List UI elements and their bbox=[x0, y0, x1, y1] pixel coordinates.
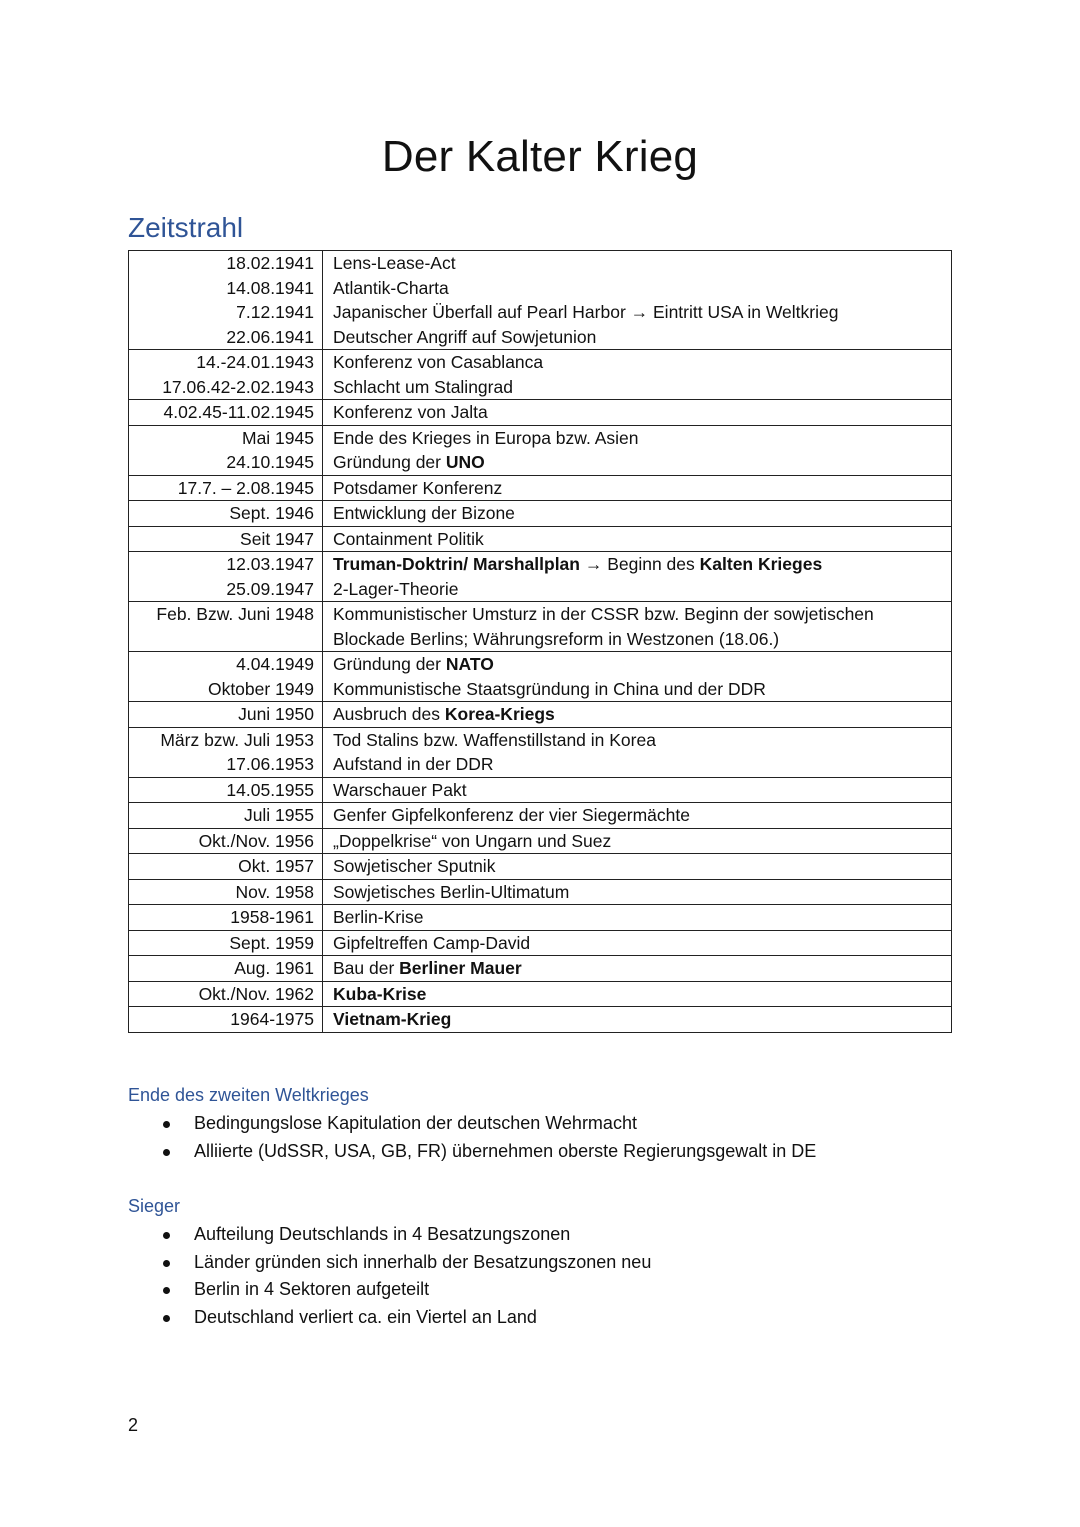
timeline-date-cell bbox=[129, 425, 323, 475]
timeline-date: 7.12.1941 bbox=[236, 302, 314, 322]
event-text: Ende des Krieges in Europa bzw. Asien bbox=[333, 427, 639, 448]
timeline-event-cell bbox=[323, 956, 952, 982]
event-text: 2-Lager-Theorie bbox=[333, 578, 459, 599]
event-text: Konferenz von Casablanca bbox=[333, 352, 544, 372]
timeline-event-cell bbox=[323, 777, 952, 803]
event-text-bold: Kalten Krieges bbox=[699, 554, 823, 574]
section-heading-kriegsende: Ende des zweiten Weltkrieges bbox=[128, 1085, 369, 1105]
timeline-event-cell bbox=[323, 501, 952, 527]
timeline-event-cell bbox=[323, 552, 952, 602]
timeline-event bbox=[333, 276, 943, 301]
event-text: Tod Stalins bzw. Waffenstillstand in Korea bbox=[333, 729, 656, 750]
event-text: Deutscher Angriff auf Sowjetunion bbox=[333, 326, 597, 347]
event-text: Bau der bbox=[333, 958, 400, 978]
event-text: Ausbruch des bbox=[333, 704, 445, 724]
timeline-date: 1964-1975 bbox=[230, 1009, 314, 1029]
section-heading-sieger: Sieger bbox=[128, 1196, 181, 1216]
timeline-event-cell bbox=[323, 1007, 952, 1033]
timeline-event bbox=[333, 880, 943, 905]
timeline-date: 22.06.1941 bbox=[226, 326, 314, 347]
event-text: → Beginn des bbox=[579, 554, 700, 574]
timeline-event bbox=[333, 577, 943, 602]
event-text: Konferenz von Jalta bbox=[333, 402, 488, 422]
event-text-bold: UNO bbox=[445, 452, 485, 472]
timeline-event bbox=[333, 728, 943, 753]
timeline-date: 4.02.45-11.02.1945 bbox=[163, 402, 314, 422]
timeline-heading: Zeitstrahl bbox=[128, 212, 244, 243]
event-text: Warschauer Pakt bbox=[333, 779, 467, 800]
timeline-row bbox=[129, 803, 952, 829]
timeline-event bbox=[333, 677, 943, 702]
timeline-row bbox=[129, 425, 952, 475]
timeline-row bbox=[129, 602, 952, 652]
timeline-event-cell bbox=[323, 930, 952, 956]
timeline-event bbox=[333, 501, 943, 526]
timeline-date: Feb. Bzw. Juni 1948 bbox=[156, 604, 314, 624]
timeline-date: 17.7. – 2.08.1945 bbox=[177, 477, 314, 498]
timeline-row bbox=[129, 777, 952, 803]
timeline-event-cell bbox=[323, 475, 952, 501]
event-text: Entwicklung der Bizone bbox=[333, 503, 515, 523]
list-item: Länder gründen sich innerhalb der Besatzungszonen neu bbox=[160, 1249, 651, 1277]
timeline-event-cell bbox=[323, 702, 952, 728]
timeline-date-cell bbox=[129, 526, 323, 552]
timeline-date-cell bbox=[129, 981, 323, 1007]
timeline-date: Sept. 1946 bbox=[229, 503, 314, 523]
timeline-row bbox=[129, 905, 952, 931]
timeline-row bbox=[129, 251, 952, 350]
timeline-date-cell bbox=[129, 930, 323, 956]
timeline-date-cell bbox=[129, 652, 323, 702]
timeline-event bbox=[333, 527, 943, 552]
timeline-event-cell bbox=[323, 251, 952, 350]
timeline-event-cell bbox=[323, 350, 952, 400]
timeline-date-cell bbox=[129, 879, 323, 905]
event-text: Lens-Lease-Act bbox=[333, 253, 456, 273]
timeline-date: März bzw. Juli 1953 bbox=[160, 729, 314, 750]
bullet-list-sieger bbox=[160, 1221, 651, 1331]
timeline-date: Mai 1945 bbox=[242, 427, 314, 448]
timeline-date-cell bbox=[129, 1007, 323, 1033]
event-text-bold: Korea-Kriegs bbox=[444, 704, 555, 724]
timeline-row bbox=[129, 526, 952, 552]
timeline-row bbox=[129, 1007, 952, 1033]
timeline-date: 17.06.1953 bbox=[226, 754, 314, 774]
event-text: Sowjetischer Sputnik bbox=[333, 856, 496, 876]
timeline-date: Juli 1955 bbox=[243, 805, 314, 825]
timeline-event bbox=[333, 931, 943, 956]
timeline-event bbox=[333, 300, 943, 325]
event-text: Japanischer Überfall auf Pearl Harbor → Eintritt USA in Weltkrieg bbox=[333, 302, 839, 322]
timeline-event bbox=[333, 778, 943, 803]
timeline-event bbox=[333, 251, 943, 276]
timeline-date: Nov. 1958 bbox=[235, 881, 314, 902]
event-text: Kommunistischer Umsturz in der CSSR bzw. Beginn der sowjetischen bbox=[333, 604, 874, 624]
timeline-event-cell bbox=[323, 602, 952, 652]
timeline-date: 4.04.1949 bbox=[236, 654, 314, 674]
timeline-date: Okt./Nov. 1956 bbox=[198, 830, 314, 851]
timeline-event-cell bbox=[323, 905, 952, 931]
timeline-date-cell bbox=[129, 251, 323, 350]
timeline-row bbox=[129, 879, 952, 905]
timeline-event bbox=[333, 982, 943, 1007]
timeline-event-cell bbox=[323, 803, 952, 829]
event-text: Blockade Berlins; Währungsreform in Westzonen (18.06.) bbox=[333, 628, 780, 649]
timeline-table bbox=[128, 250, 952, 1033]
timeline-date: Seit 1947 bbox=[240, 528, 314, 549]
timeline-date-cell bbox=[129, 803, 323, 829]
timeline-date: 25.09.1947 bbox=[226, 578, 314, 599]
event-text: Schlacht um Stalingrad bbox=[333, 376, 513, 397]
timeline-date-cell bbox=[129, 956, 323, 982]
list-item: Berlin in 4 Sektoren aufgeteilt bbox=[160, 1276, 651, 1304]
timeline-date: 14.08.1941 bbox=[226, 277, 314, 298]
timeline-row bbox=[129, 400, 952, 426]
timeline-row bbox=[129, 727, 952, 777]
timeline-event-cell bbox=[323, 727, 952, 777]
timeline-date-cell bbox=[129, 501, 323, 527]
timeline-row bbox=[129, 981, 952, 1007]
timeline-event bbox=[333, 803, 943, 828]
timeline-event bbox=[333, 552, 943, 577]
event-text-bold: Berliner Mauer bbox=[399, 958, 522, 978]
timeline-date-cell bbox=[129, 854, 323, 880]
event-text: Gründung der bbox=[333, 452, 446, 472]
timeline-date: 18.02.1941 bbox=[226, 253, 314, 273]
timeline-event bbox=[333, 905, 943, 930]
timeline-date: 14.05.1955 bbox=[226, 779, 314, 800]
timeline-event bbox=[333, 829, 943, 854]
timeline-event-cell bbox=[323, 879, 952, 905]
event-text: Berlin-Krise bbox=[333, 907, 424, 927]
timeline-date-cell bbox=[129, 552, 323, 602]
timeline-event bbox=[333, 956, 943, 981]
event-text: „Doppelkrise“ von Ungarn und Suez bbox=[333, 830, 612, 851]
timeline-event bbox=[333, 1007, 943, 1032]
timeline-event bbox=[333, 450, 943, 475]
list-item: Bedingungslose Kapitulation der deutschen Wehrmacht bbox=[160, 1110, 816, 1138]
timeline-event-cell bbox=[323, 854, 952, 880]
timeline-row bbox=[129, 552, 952, 602]
event-text: Genfer Gipfelkonferenz der vier Siegermächte bbox=[333, 805, 690, 825]
timeline-date-cell bbox=[129, 350, 323, 400]
page-title: Der Kalter Krieg bbox=[381, 132, 699, 181]
page-number: 2 bbox=[128, 1415, 139, 1435]
timeline-event-cell bbox=[323, 526, 952, 552]
event-text: Kommunistische Staatsgründung in China und der DDR bbox=[333, 678, 766, 699]
timeline-event-cell bbox=[323, 400, 952, 426]
list-item: Deutschland verliert ca. ein Viertel an Land bbox=[160, 1304, 651, 1332]
timeline-date-cell bbox=[129, 400, 323, 426]
timeline-event-cell bbox=[323, 652, 952, 702]
timeline-event bbox=[333, 752, 943, 777]
timeline-date: 1958-1961 bbox=[230, 907, 314, 927]
list-item: Alliierte (UdSSR, USA, GB, FR) übernehmen oberste Regierungsgewalt in DE bbox=[160, 1138, 816, 1166]
timeline-event-cell bbox=[323, 425, 952, 475]
timeline-date-cell bbox=[129, 475, 323, 501]
timeline-date: 14.-24.01.1943 bbox=[196, 352, 314, 372]
timeline-date: Juni 1950 bbox=[238, 704, 314, 724]
event-text-bold: NATO bbox=[445, 654, 494, 674]
timeline-date: Oktober 1949 bbox=[207, 678, 314, 699]
event-text: Potsdamer Konferenz bbox=[333, 477, 503, 498]
timeline-event-cell bbox=[323, 828, 952, 854]
timeline-date-cell bbox=[129, 777, 323, 803]
timeline-event bbox=[333, 602, 943, 627]
event-text: Aufstand in der DDR bbox=[333, 754, 494, 774]
timeline-row bbox=[129, 828, 952, 854]
timeline-date: Sept. 1959 bbox=[229, 932, 314, 953]
timeline-date: Aug. 1961 bbox=[234, 958, 314, 978]
timeline-date-cell bbox=[129, 702, 323, 728]
timeline-date: Okt./Nov. 1962 bbox=[198, 983, 314, 1004]
event-text: Sowjetisches Berlin-Ultimatum bbox=[333, 881, 570, 902]
timeline-event bbox=[333, 375, 943, 400]
timeline-row bbox=[129, 956, 952, 982]
timeline-date: Okt. 1957 bbox=[238, 856, 314, 876]
timeline-body bbox=[129, 251, 952, 1033]
timeline-event-cell bbox=[323, 981, 952, 1007]
timeline-row bbox=[129, 702, 952, 728]
timeline-event bbox=[333, 702, 943, 727]
timeline-date-cell bbox=[129, 727, 323, 777]
timeline-date-cell bbox=[129, 905, 323, 931]
list-item: Aufteilung Deutschlands in 4 Besatzungszonen bbox=[160, 1221, 651, 1249]
event-text-bold: Truman-Doktrin/ Marshallplan bbox=[333, 554, 580, 574]
bullet-list-kriegsende bbox=[160, 1110, 816, 1165]
timeline-event bbox=[333, 400, 943, 425]
timeline-date-cell bbox=[129, 828, 323, 854]
event-text: Gipfeltreffen Camp-David bbox=[333, 932, 531, 953]
event-text-bold: Vietnam-Krieg bbox=[333, 1009, 452, 1029]
timeline-row bbox=[129, 475, 952, 501]
event-text: Containment Politik bbox=[333, 528, 484, 549]
timeline-event bbox=[333, 426, 943, 451]
timeline-date: 17.06.42-2.02.1943 bbox=[162, 376, 314, 397]
timeline-event bbox=[333, 627, 943, 652]
timeline-row bbox=[129, 501, 952, 527]
timeline-event bbox=[333, 652, 943, 677]
timeline-event bbox=[333, 476, 943, 501]
timeline-date: 24.10.1945 bbox=[226, 452, 314, 472]
timeline-row bbox=[129, 350, 952, 400]
timeline-event bbox=[333, 350, 943, 375]
event-text: Atlantik-Charta bbox=[333, 277, 449, 298]
event-text: Gründung der bbox=[333, 654, 446, 674]
timeline-row bbox=[129, 652, 952, 702]
timeline-row bbox=[129, 854, 952, 880]
event-text-bold: Kuba-Krise bbox=[333, 983, 427, 1004]
timeline-date: 12.03.1947 bbox=[226, 554, 314, 574]
timeline-event bbox=[333, 325, 943, 350]
timeline-date-cell bbox=[129, 602, 323, 652]
timeline-row bbox=[129, 930, 952, 956]
timeline-event bbox=[333, 854, 943, 879]
